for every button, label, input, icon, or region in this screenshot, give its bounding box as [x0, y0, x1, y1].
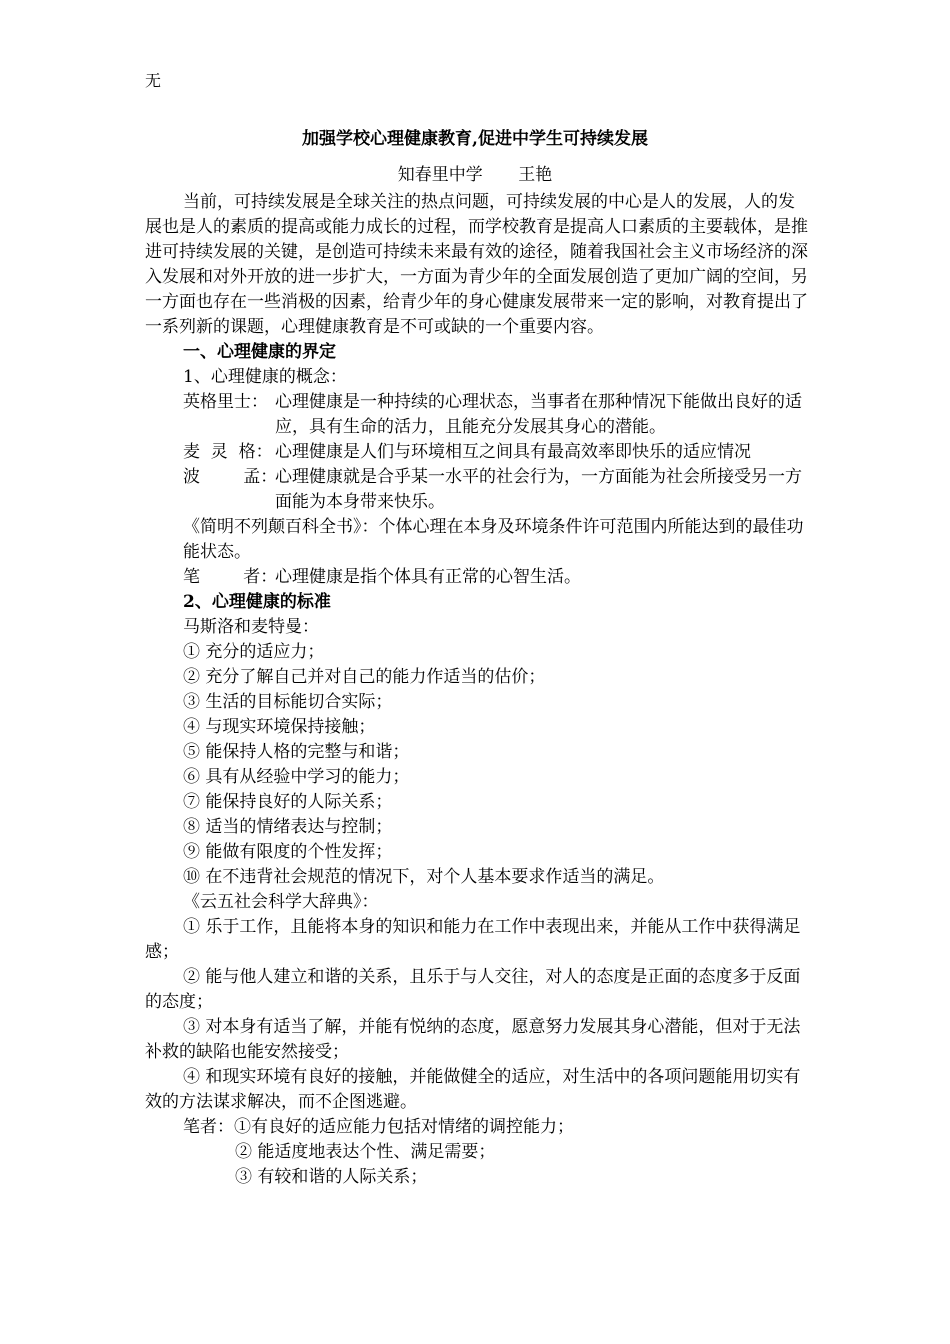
- definition-label: 《简明不列颠百科全书》：: [183, 517, 379, 537]
- definition-label: 波 孟：: [183, 467, 278, 487]
- list-item: ② 能与他人建立和谐的关系，且乐于与人交往，对人的态度是正面的态度多于反面的态度；: [145, 967, 801, 1012]
- list-item: ② 能适度地表达个性、满足需要；: [235, 1142, 496, 1162]
- document-title: 加强学校心理健康教育,促进中学生可持续发展: [302, 129, 648, 149]
- list-item: ⑨ 能做有限度的个性发挥；: [183, 842, 393, 862]
- subheading-concept: 1、心理健康的概念：: [183, 367, 347, 387]
- maslow-label: 马斯洛和麦特曼：: [183, 617, 319, 637]
- list-item: ① 充分的适应力；: [183, 642, 325, 662]
- list-item: ④ 和现实环境有良好的接触，并能做健全的适应，对生活中的各项问题能用切实有效的方法谋求解决，而不企图逃避。: [145, 1067, 801, 1112]
- definition-item: [145, 515, 810, 565]
- list-item: ④ 与现实环境保持接触；: [183, 717, 376, 737]
- definition-item: [145, 440, 810, 465]
- list-item: ③ 对本身有适当了解，并能有悦纳的态度，愿意努力发展其身心潜能，但对于无法补救的缺陷也能安然接受；: [145, 1017, 801, 1062]
- definition-item: [145, 565, 810, 590]
- dictionary-label: 《云五社会科学大辞典》：: [183, 892, 379, 912]
- corner-mark: 无: [145, 71, 162, 90]
- subheading-standards: 2、心理健康的标准: [183, 592, 331, 612]
- definition-text: 心理健康是人们与环境相互之间具有最高效率即快乐的适应情况: [275, 442, 751, 462]
- list-item: ③ 有较和谐的人际关系；: [235, 1167, 428, 1187]
- list-item: ⑧ 适当的情绪表达与控制；: [183, 817, 393, 837]
- author-school: 知春里中学: [397, 165, 483, 185]
- author-line: [0, 160, 950, 185]
- list-item: 笔者：①有良好的适应能力包括对情绪的调控能力；: [183, 1117, 574, 1137]
- document-body: [145, 190, 810, 1190]
- intro-paragraph: 当前，可持续发展是全球关注的热点问题，可持续发展的中心是人的发展，人的发展也是人的素质的提高或能力成长的过程，而学校教育是提高人口素质的主要载体，是推进可持续发展的关键，是创造可持续未来最有效的途径，随着我国社会主义市场经济的深入发展和对外开放的进一步扩大，一方面为青少年的全面发展创造了更加广阔的空间，另一方面也存在一些消极的因素，给青少年的身心健康发展带来一定的影响，对教育提出了一系列新的课题，心理健康教育是不可或缺的一个重要内容。: [145, 192, 808, 337]
- list-item: ① 乐于工作，且能将本身的知识和能力在工作中表现出来，并能从工作中获得满足感；: [145, 917, 801, 962]
- list-item: ⑥ 具有从经验中学习的能力；: [183, 767, 410, 787]
- definition-item: [145, 390, 810, 440]
- definition-text: 心理健康是一种持续的心理状态，当事者在那种情况下能做出良好的适应，具有生命的活力，且能充分发展其身心的潜能。: [275, 392, 802, 437]
- section-heading-1: 一、心理健康的界定: [183, 342, 336, 362]
- list-item: ⑩ 在不违背社会规范的情况下，对个人基本要求作适当的满足。: [183, 867, 665, 887]
- author-name: 王艳: [518, 165, 553, 185]
- list-item: ③ 生活的目标能切合实际；: [183, 692, 393, 712]
- definition-text: 心理健康就是合乎某一水平的社会行为，一方面能为社会所接受另一方面能为本身带来快乐。: [275, 467, 802, 512]
- definition-item: [145, 465, 810, 515]
- definition-text: 个体心理在本身及环境条件许可范围内所能达到的最佳功能状态。: [183, 517, 804, 562]
- list-item: ⑦ 能保持良好的人际关系；: [183, 792, 393, 812]
- list-item: ⑤ 能保持人格的完整与和谐；: [183, 742, 410, 762]
- definition-label: 麦 灵 格：: [183, 442, 273, 462]
- definition-text: 心理健康是指个体具有正常的心智生活。: [275, 567, 581, 587]
- definition-label: 英格里士：: [183, 392, 268, 412]
- list-item: ② 充分了解自己并对自己的能力作适当的估价；: [183, 667, 546, 687]
- definition-label: 笔 者：: [183, 567, 278, 587]
